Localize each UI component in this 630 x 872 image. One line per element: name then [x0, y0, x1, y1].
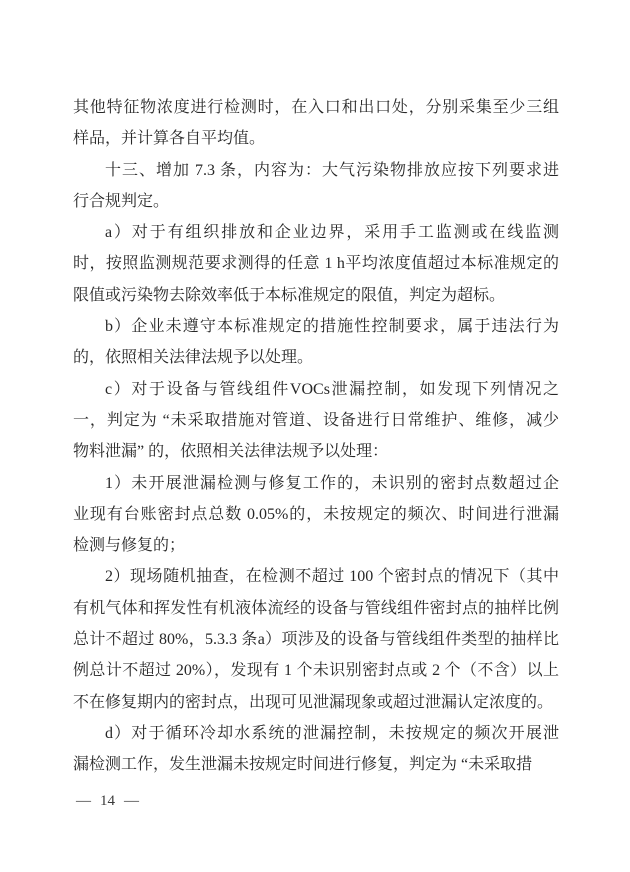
page-number — [76, 791, 139, 811]
page-number-value: 14 — [100, 793, 115, 809]
text-line: 限值或污染物去除效率低于本标准规定的限值，判定为超标。 — [73, 286, 506, 304]
document-text — [73, 92, 559, 781]
text-line: 漏检测工作，发生泄漏未按规定时间进行修复，判定为 “未采取措 — [73, 756, 533, 774]
text-line: 2）现场随机抽查，在检测不超过 100 个密封点的情况下（其中 — [105, 568, 559, 586]
text-line: c）对于设备与管线组件VOCs泄漏控制，如发现下列情况之 — [105, 380, 559, 398]
page-number-right-dash: — — [124, 793, 139, 809]
text-line: 十三、增加 7.3 条，内容为：大气污染物排放应按下列要求进 — [105, 161, 559, 179]
text-line: 1）未开展泄漏检测与修复工作的，未识别的密封点数超过企 — [105, 474, 559, 492]
text-line: 有机气体和挥发性有机液体流经的设备与管线组件密封点的抽样比例 — [73, 599, 559, 617]
text-line: 检测与修复的； — [73, 537, 186, 555]
page-number-left-dash: — — [76, 793, 91, 809]
text-line: 行合规判定。 — [73, 192, 170, 210]
text-line: 的，依照相关法律法规予以处理。 — [73, 349, 314, 367]
text-line: 时，按照监测规范要求测得的任意 1 h平均浓度值超过本标准规定的 — [73, 255, 559, 273]
text-line: a）对于有组织排放和企业边界，采用手工监测或在线监测 — [105, 224, 559, 242]
text-line: d）对于循环冷却水系统的泄漏控制，未按规定的频次开展泄 — [105, 724, 559, 742]
text-line: b）企业未遵守本标准规定的措施性控制要求，属于违法行为 — [105, 318, 559, 336]
text-line: 物料泄漏” 的，依照相关法律法规予以处理： — [73, 443, 389, 461]
text-line: 其他特征物浓度进行检测时，在入口和出口处，分别采集至少三组 — [73, 99, 559, 116]
text-line: 例总计不超过 20%），发现有 1 个未识别密封点或 2 个（不含）以上 — [73, 662, 559, 680]
text-line: 一，判定为 “未采取措施对管道、设备进行日常维护、维修，减少 — [73, 411, 559, 429]
text-line: 总计不超过 80%，5.3.3 条a）项涉及的设备与管线组件类型的抽样比 — [73, 631, 559, 649]
text-line: 业现有台账密封点总数 0.05%的，未按规定的频次、时间进行泄漏 — [73, 505, 559, 523]
text-line: 不在修复期内的密封点，出现可见泄漏现象或超过泄漏认定浓度的。 — [73, 693, 554, 711]
text-line: 样品，并计算各自平均值。 — [73, 130, 266, 148]
